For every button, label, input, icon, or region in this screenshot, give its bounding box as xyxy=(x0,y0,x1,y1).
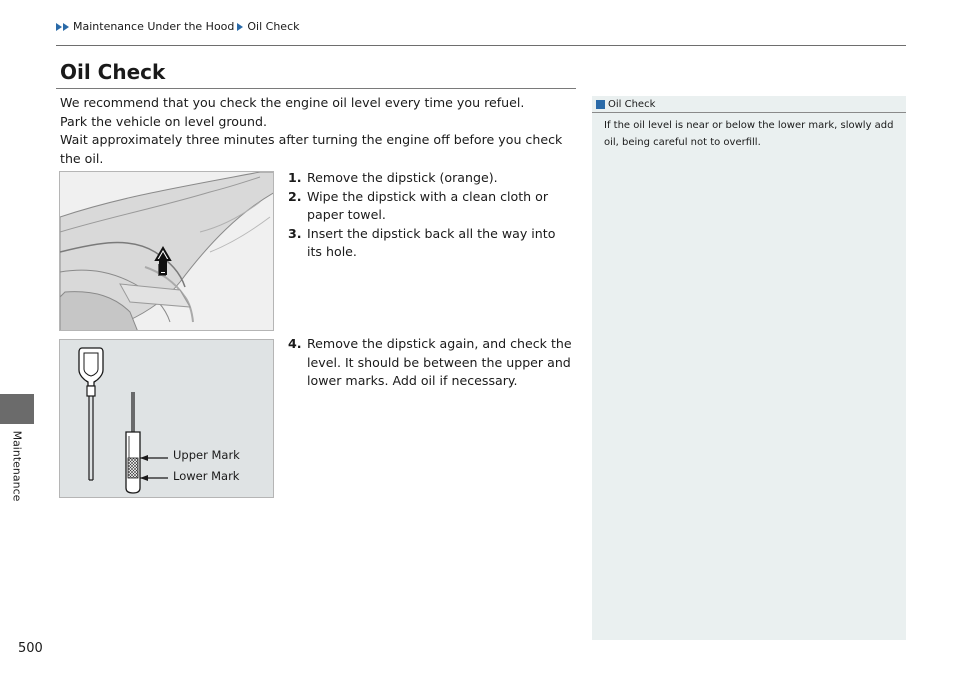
step-text: Remove the dipstick again, and check the level. It should be between the upper and lower marks. Add oil if necessary. xyxy=(307,336,572,388)
intro-paragraph: Wait approximately three minutes after turning the engine off before you check the oil. xyxy=(60,132,563,166)
step-text: Remove the dipstick (orange). xyxy=(307,170,498,185)
steps-list-part-two xyxy=(284,335,574,391)
intro-text xyxy=(60,94,580,168)
title-divider xyxy=(56,88,576,89)
side-tab xyxy=(0,394,34,424)
side-note-body: If the oil level is near or below the lower mark, slowly add oil, being careful not to overfill. xyxy=(604,120,894,148)
dipstick-marks-figure xyxy=(59,339,274,498)
lower-mark-label: Lower Mark xyxy=(173,469,240,483)
step-number: 1. xyxy=(288,170,302,185)
intro-paragraph: Park the vehicle on level ground. xyxy=(60,113,267,129)
step-number: 3. xyxy=(288,225,302,241)
upper-mark-label: Upper Mark xyxy=(173,448,240,462)
step-number: 4. xyxy=(288,336,302,351)
side-tab-label: Maintenance xyxy=(10,430,24,502)
breadcrumb xyxy=(56,20,303,33)
side-note xyxy=(592,96,906,640)
step-number: 2. xyxy=(288,188,302,204)
engine-dipstick-figure xyxy=(59,171,274,331)
breadcrumb-arrow-icon xyxy=(56,23,62,31)
header-divider xyxy=(56,45,906,46)
page-number: 500 xyxy=(18,641,43,656)
step-text: Insert the dipstick back all the way into its hole. xyxy=(307,225,556,259)
intro-paragraph: We recommend that you check the engine oil level every time you refuel. xyxy=(60,95,525,110)
step-item xyxy=(284,335,574,391)
breadcrumb-arrow-icon xyxy=(237,23,243,31)
step-text: Wipe the dipstick with a clean cloth or paper towel. xyxy=(307,188,549,222)
breadcrumb-arrow-icon xyxy=(63,23,69,31)
step-item xyxy=(284,225,574,262)
step-item xyxy=(284,188,574,225)
breadcrumb-item[interactable]: Maintenance Under the Hood xyxy=(73,20,235,33)
dipstick-illustration xyxy=(60,340,274,498)
note-icon xyxy=(596,100,605,109)
engine-compartment-illustration xyxy=(60,172,274,331)
side-note-title: Oil Check xyxy=(608,98,656,110)
step-item xyxy=(284,169,574,188)
side-note-header xyxy=(592,96,906,113)
steps-list-part-one xyxy=(284,169,574,262)
breadcrumb-item[interactable]: Oil Check xyxy=(247,20,300,33)
page-title: Oil Check xyxy=(60,60,166,84)
